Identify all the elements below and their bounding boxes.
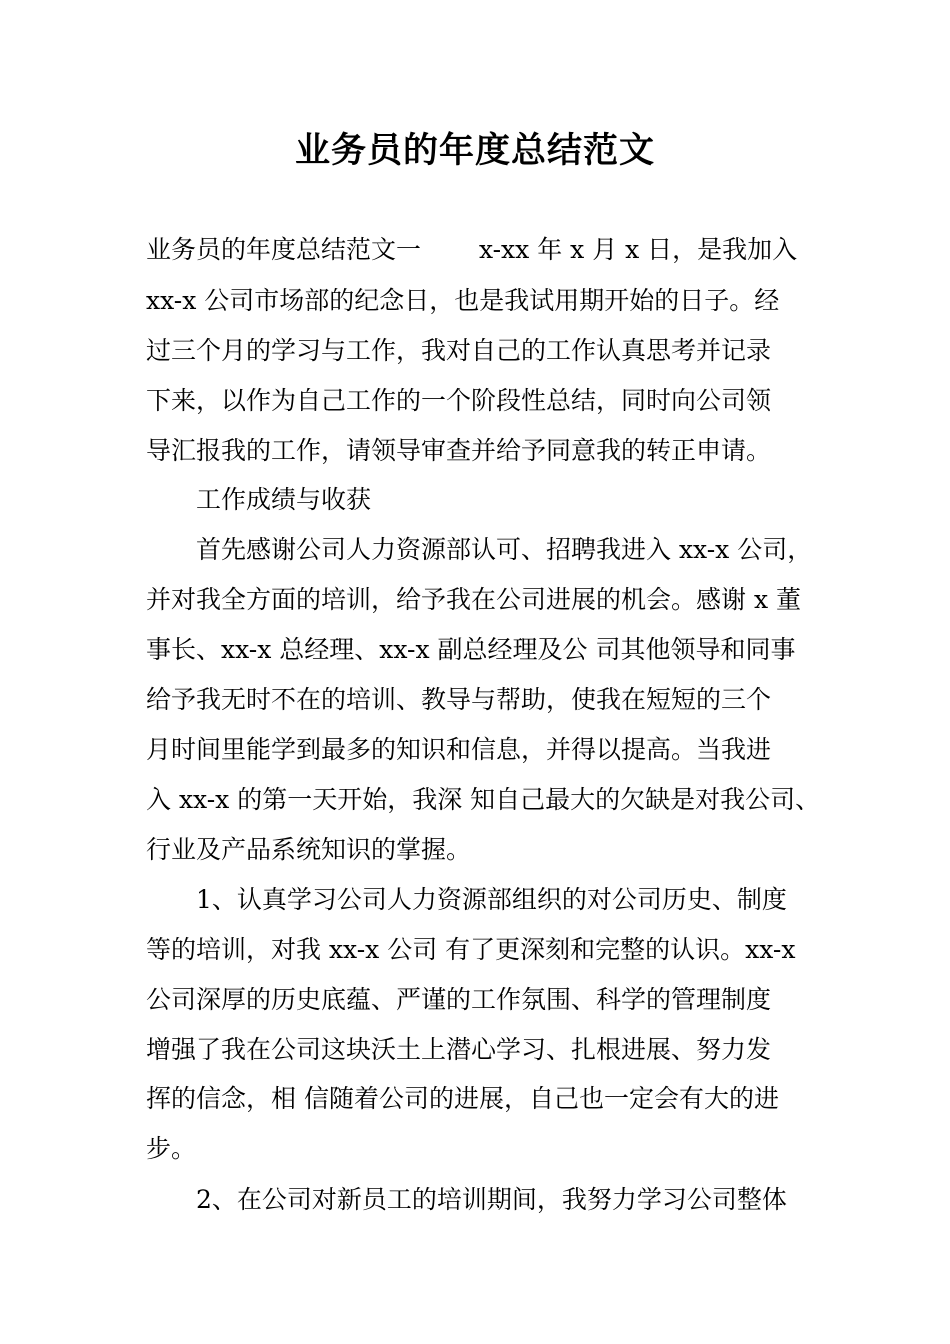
- paragraph-line: 1、认真学习公司人力资源部组织的对公司历史、制度: [196, 885, 787, 914]
- paragraph-line: 挥的信念，相 信随着公司的进展，自己也一定会有大的进: [146, 1084, 779, 1113]
- paragraph-line: 月时间里能学到最多的知识和信息，并得以提高。当我进: [146, 735, 772, 764]
- paragraph-line: 给予我无时不在的培训、教导与帮助，使我在短短的三个: [146, 685, 772, 714]
- paragraph-line: 行业及产品系统知识的掌握。: [146, 835, 472, 864]
- paragraph-line: 2、在公司对新员工的培训期间，我努力学习公司整体: [196, 1185, 787, 1214]
- paragraph-line: 并对我全方面的培训，给予我在公司进展的机会。感谢 x 董: [146, 585, 801, 614]
- section-heading: 工作成绩与收获: [196, 485, 372, 514]
- paragraph-line: 首先感谢公司人力资源部认可、招聘我进入 xx-x 公司，: [196, 535, 813, 564]
- paragraph-line: 公司深厚的历史底蕴、严谨的工作氛围、科学的管理制度: [146, 985, 772, 1014]
- paragraph-line: 等的培训，对我 xx-x 公司 有了更深刻和完整的认识。xx-x: [146, 935, 796, 964]
- paragraph-line: 业务员的年度总结范文一 x-xx 年 x 月 x 日，是我加入: [146, 235, 798, 264]
- paragraph-line: 增强了我在公司这块沃土上潜心学习、扎根进展、努力发: [146, 1035, 772, 1064]
- paragraph-line: 过三个月的学习与工作，我对自己的工作认真思考并记录: [146, 336, 772, 365]
- paragraph-line: 下来，以作为自己工作的一个阶段性总结，同时向公司领: [146, 386, 772, 415]
- paragraph-line: 入 xx-x 的第一天开始，我深 知自己最大的欠缺是对我公司、: [146, 785, 821, 814]
- paragraph-line: 步。: [146, 1134, 197, 1163]
- paragraph-line: 导汇报我的工作，请领导审查并给予同意我的转正申请。: [146, 436, 772, 465]
- paragraph-line: 事长、xx-x 总经理、xx-x 副总经理及公 司其他领导和同事: [146, 635, 796, 664]
- document-title: 业务员的年度总结范文: [294, 131, 655, 171]
- paragraph-line: xx-x 公司市场部的纪念日，也是我试用期开始的日子。经: [146, 286, 780, 315]
